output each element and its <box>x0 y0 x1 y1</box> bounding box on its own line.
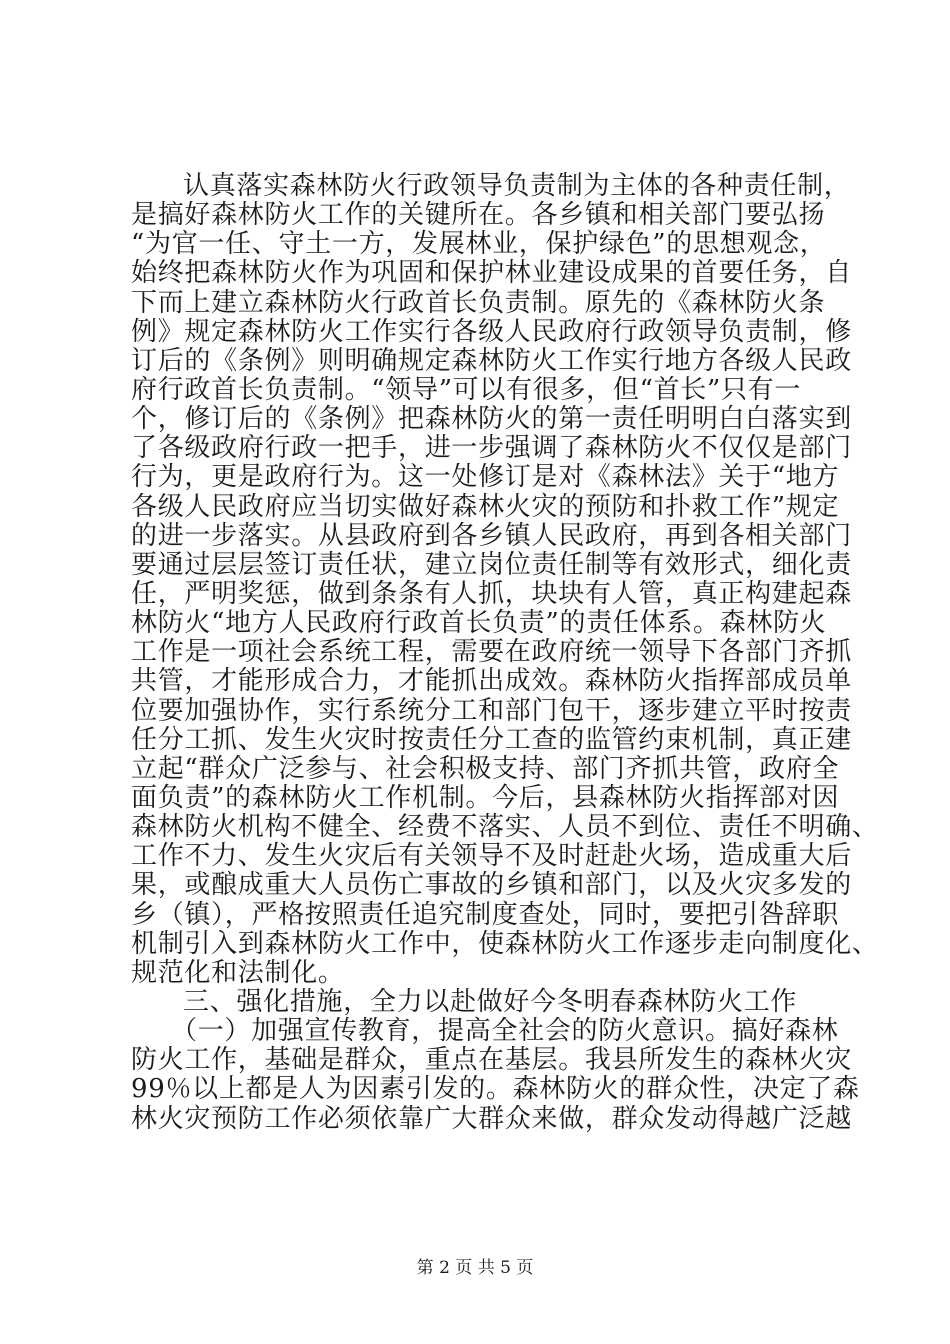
text-line: 防火工作，基础是群众，重点在基层。我县所发生的森林火灾 <box>131 1045 852 1076</box>
page-number-footer: 第 2 页 共 5 页 <box>416 1258 534 1278</box>
text-line: 了各级政府行政一把手，进一步强调了森林防火不仅仅是部门 <box>131 433 852 464</box>
text-line: 任分工抓、发生火灾时按责任分工查的监管约束机制，真正建 <box>131 724 852 755</box>
document-body <box>131 171 879 1134</box>
text-line: 林火灾预防工作必须依靠广大群众来做，群众发动得越广泛越 <box>131 1103 852 1134</box>
text-line: 个，修订后的《条例》把森林防火的第一责任明明白白落实到 <box>131 404 852 435</box>
text-line: 共管，才能形成合力，才能抓出成效。森林防火指挥部成员单 <box>131 666 852 697</box>
text-line: 工作是一项社会系统工程，需要在政府统一领导下各部门齐抓 <box>131 637 852 668</box>
text-line: 工作不力、发生火灾后有关领导不及时赶赴火场，造成重大后 <box>131 841 852 872</box>
text-line: 林防火“地方人民政府行政首长负责”的责任体系。森林防火 <box>131 608 827 639</box>
text-line: 机制引入到森林防火工作中，使森林防火工作逐步走向制度化、 <box>131 928 879 959</box>
text-line: 果，或酿成重大人员伤亡事故的乡镇和部门，以及火灾多发的 <box>131 870 852 901</box>
text-line: 行为，更是政府行为。这一处修订是对《森林法》关于“地方 <box>131 462 840 493</box>
text-line: 订后的《条例》则明确规定森林防火工作实行地方各级人民政 <box>131 345 852 376</box>
text-line: 面负责”的森林防火工作机制。今后，县森林防火指挥部对因 <box>131 782 840 813</box>
subsection-first-line: （一）加强宣传教育，提高全社会的防火意识。搞好森林 <box>171 1016 839 1047</box>
text-line: 要通过层层签订责任状，建立岗位责任制等有效形式，细化责 <box>131 549 852 580</box>
text-line: 乡（镇），严格按照责任追究制度查处，同时，要把引咎辞职 <box>131 899 839 930</box>
text-line: 府行政首长负责制。“领导”可以有很多，但“首长”只有一 <box>131 374 802 405</box>
text-line: 始终把森林防火作为巩固和保护林业建设成果的首要任务，自 <box>131 258 852 289</box>
text-line: 森林防火机构不健全、经费不落实、人员不到位、责任不明确、 <box>131 812 879 843</box>
text-line: 立起“群众广泛参与、社会积极支持、部门齐抓共管，政府全 <box>131 753 840 784</box>
paragraph-first-line: 认真落实森林防火行政领导负责制为主体的各种责任制， <box>183 171 851 201</box>
text-line: 例》规定森林防火工作实行各级人民政府行政领导负责制，修 <box>131 316 852 347</box>
section-heading: 三、强化措施，全力以赴做好今冬明春森林防火工作 <box>183 986 798 1017</box>
text-line: 99％以上都是人为因素引发的。森林防火的群众性，决定了森 <box>131 1074 860 1105</box>
text-line: 任，严明奖惩，做到条条有人抓，块块有人管，真正构建起森 <box>131 578 852 609</box>
text-line: 下而上建立森林防火行政首长负责制。原先的《森林防火条 <box>131 287 826 318</box>
text-line: 的进一步落实。从县政府到各乡镇人民政府，再到各相关部门 <box>131 520 852 551</box>
text-line: 位要加强协作，实行系统分工和部门包干，逐步建立平时按责 <box>131 695 852 726</box>
text-line: 是搞好森林防火工作的关键所在。各乡镇和相关部门要弘扬 <box>131 200 826 231</box>
text-line: 规范化和法制化。 <box>131 957 345 988</box>
text-line: “为官一任、守土一方，发展林业，保护绿色”的思想观念， <box>131 229 827 260</box>
text-line: 各级人民政府应当切实做好森林火灾的预防和扑救工作”规定 <box>131 491 840 522</box>
